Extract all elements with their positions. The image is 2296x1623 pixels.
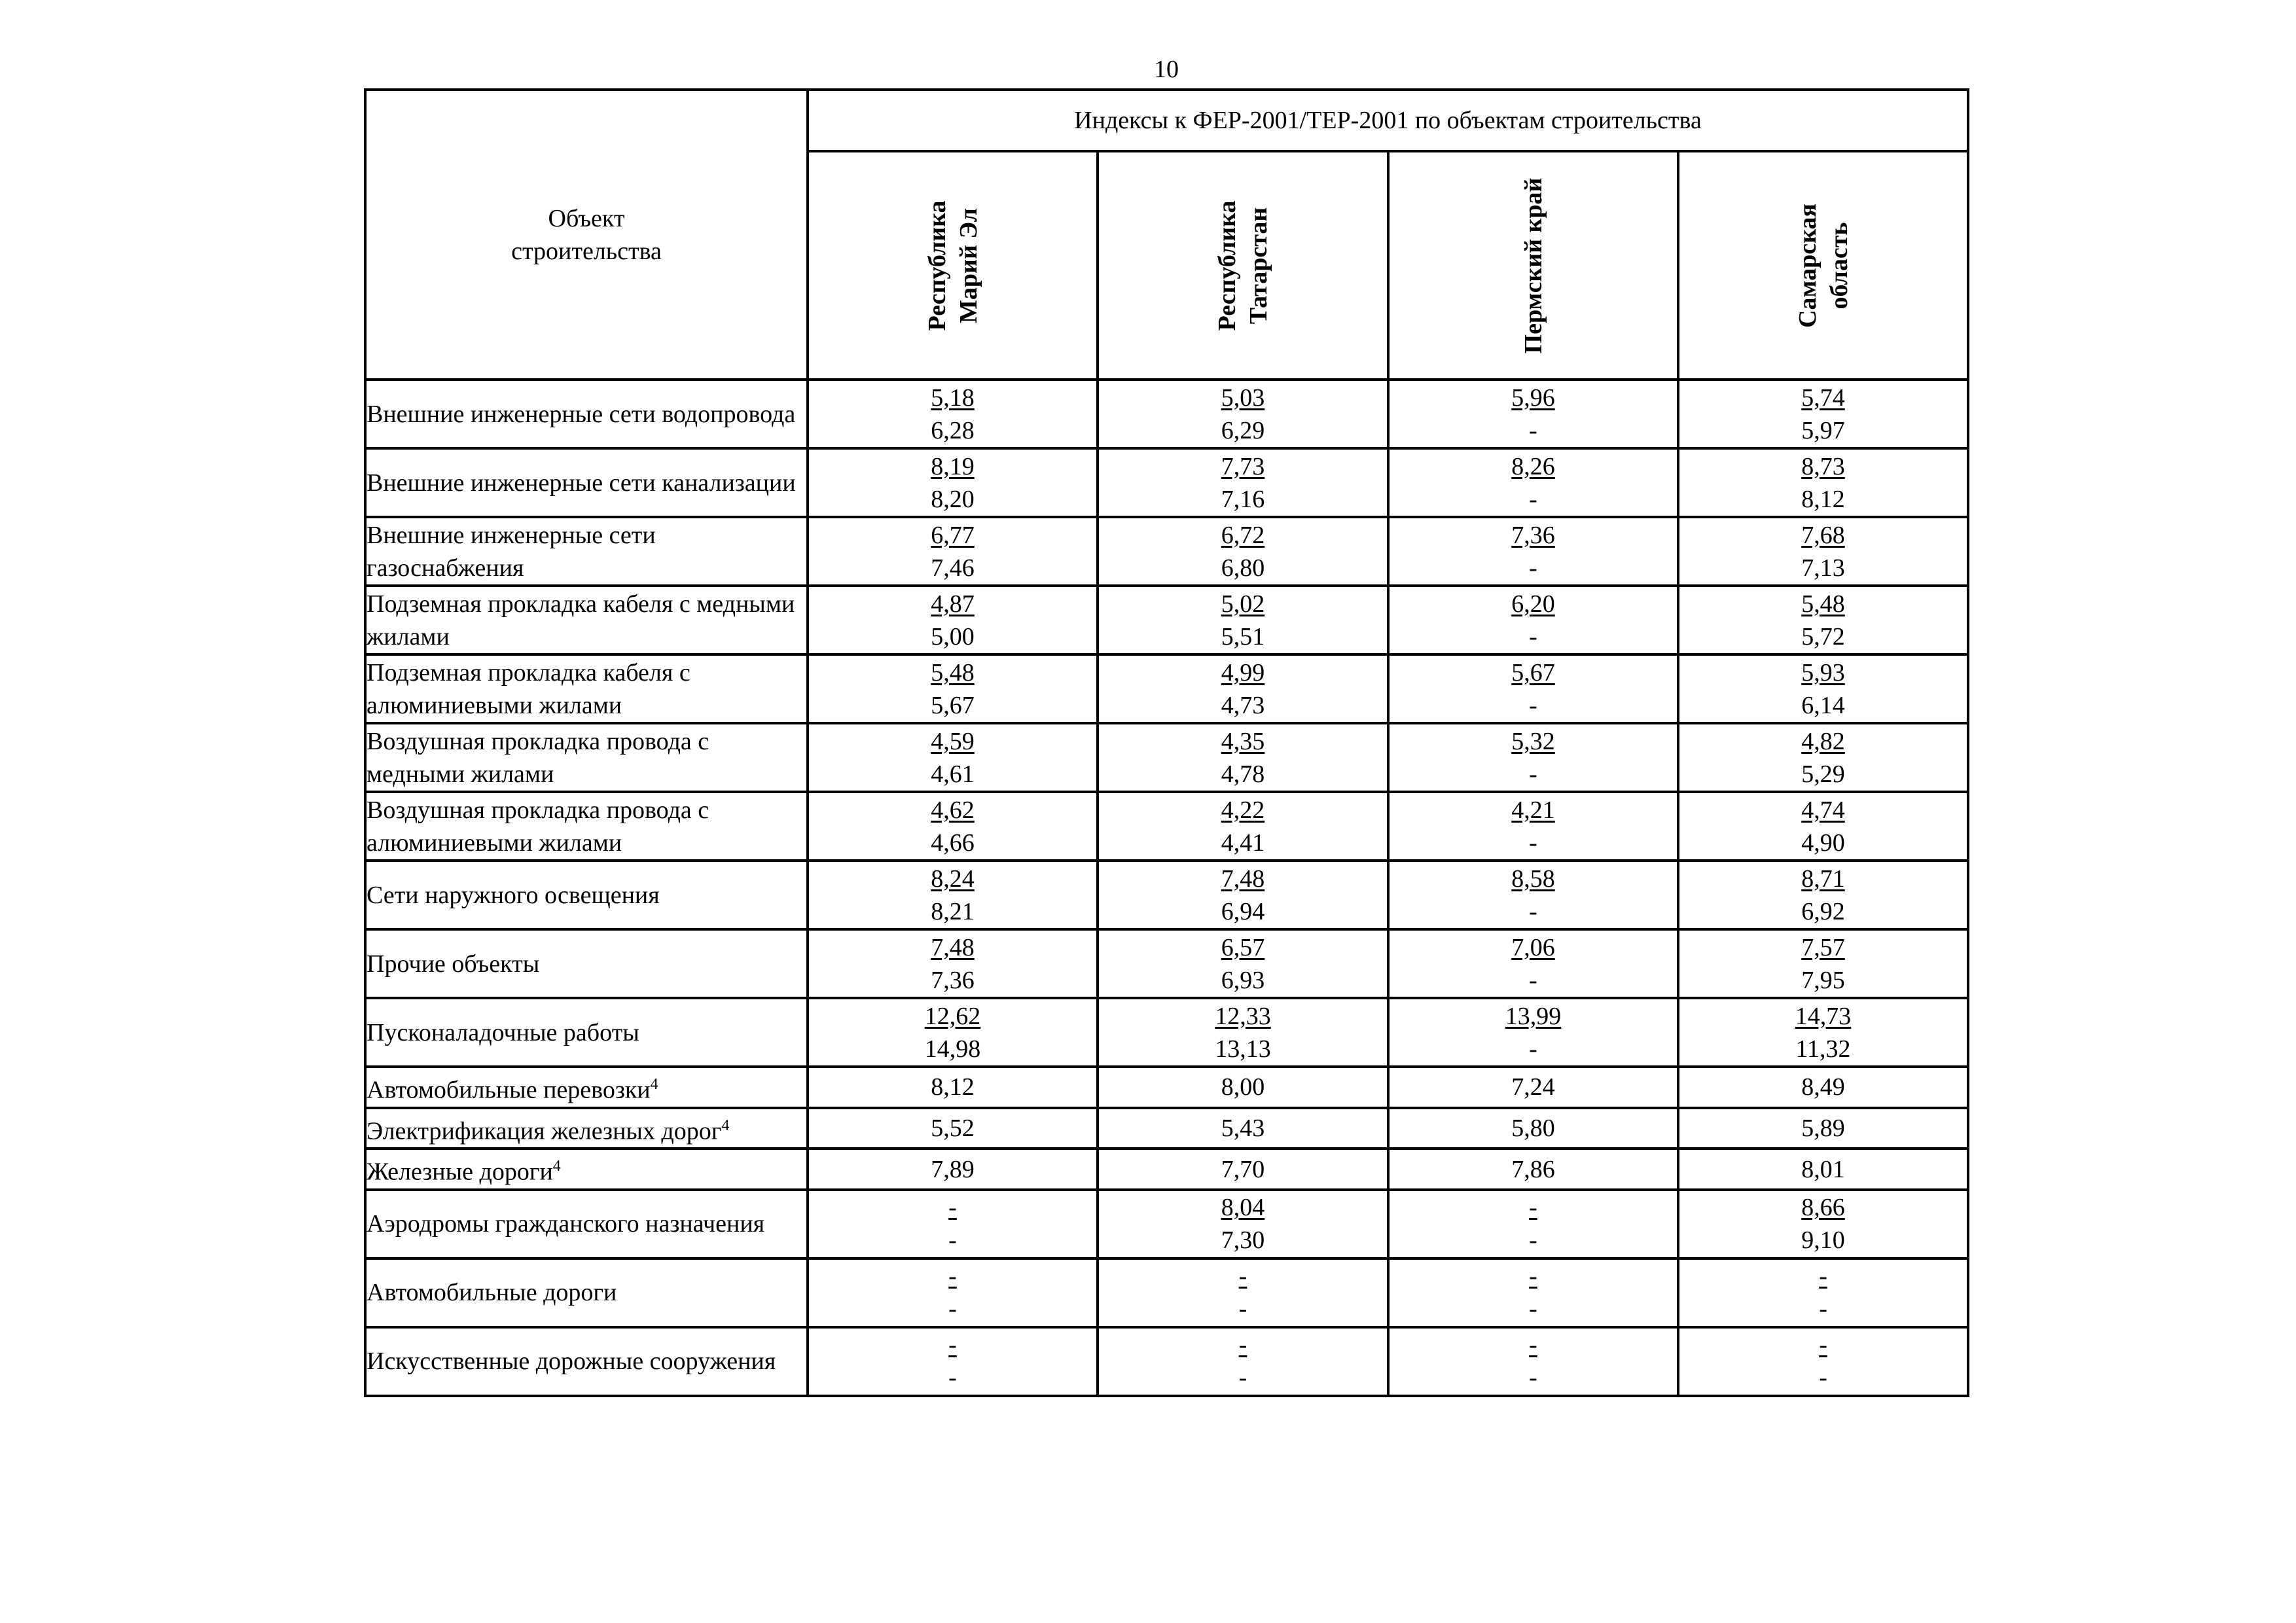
object-cell (365, 929, 808, 998)
index-value-top: 4,82 (1801, 727, 1845, 755)
region-header-tatarstan (1098, 151, 1388, 380)
index-value: 8,01 (1801, 1155, 1845, 1183)
index-value-top: 6,77 (931, 521, 975, 549)
value-cell (1678, 1067, 1968, 1108)
index-value: 5,43 (1221, 1114, 1265, 1142)
index-value-top: 5,32 (1511, 727, 1555, 755)
object-cell (365, 998, 808, 1067)
value-cell (808, 380, 1098, 448)
value-cell (1678, 380, 1968, 448)
value-cell (1388, 654, 1678, 723)
index-value: 7,70 (1221, 1155, 1265, 1183)
region-label: Пермский край (1519, 177, 1547, 353)
index-value-top: - (1529, 1194, 1537, 1222)
index-value-top: 6,20 (1511, 590, 1555, 618)
object-name: Железные дороги (367, 1158, 553, 1186)
value-cell (1388, 929, 1678, 998)
index-value-bottom: - (948, 1295, 957, 1323)
value-cell (808, 723, 1098, 792)
index-value-bottom: 8,12 (1801, 485, 1845, 513)
table-row (365, 1327, 1968, 1396)
object-name: Прочие объекты (367, 950, 540, 978)
index-value-top: 5,18 (931, 383, 975, 412)
table-body (365, 380, 1968, 1396)
object-cell (365, 1067, 808, 1108)
index-value-bottom: - (1529, 485, 1537, 513)
table-row (365, 998, 1968, 1067)
object-name: Внешние инженерные сети водопровода (367, 400, 796, 428)
value-cell (808, 1327, 1098, 1396)
index-value-top: 12,33 (1215, 1002, 1271, 1030)
index-value-bottom: 4,73 (1221, 691, 1265, 719)
object-header-label: Объект строительства (511, 204, 662, 265)
value-cell (1678, 448, 1968, 517)
index-value-top: - (1529, 1262, 1537, 1291)
index-value-top: 7,48 (931, 933, 975, 961)
region-header-samara (1678, 151, 1968, 380)
value-cell (1388, 1149, 1678, 1190)
index-value-bottom: - (1529, 622, 1537, 651)
index-value-bottom: 8,20 (931, 485, 975, 513)
value-cell (1678, 998, 1968, 1067)
index-value-bottom: 13,13 (1215, 1035, 1271, 1063)
value-cell (1678, 1149, 1968, 1190)
value-cell (1098, 1258, 1388, 1327)
index-value: 8,49 (1801, 1073, 1845, 1101)
index-value-top: 5,48 (931, 658, 975, 687)
index-value-top: 4,74 (1801, 796, 1845, 824)
object-name: Внешние инженерные сети газоснабжения (367, 521, 656, 582)
table-title: Индексы к ФЕР-2001/ТЕР-2001 по объектам строительства (808, 90, 1968, 151)
index-value-bottom: - (1529, 1226, 1537, 1255)
index-value-top: - (948, 1194, 957, 1222)
index-value-bottom: - (1529, 416, 1537, 444)
value-cell (1388, 1190, 1678, 1258)
region-header-perm (1388, 151, 1678, 380)
index-value-bottom: 14,98 (924, 1035, 981, 1063)
index-value-bottom: - (1529, 760, 1537, 788)
table-row (365, 1258, 1968, 1327)
index-value-top: 5,48 (1801, 590, 1845, 618)
object-name: Воздушная прокладка провода с медными жилами (367, 727, 709, 788)
value-cell (1678, 1108, 1968, 1149)
index-value-top: 6,57 (1221, 933, 1265, 961)
value-cell (1388, 1327, 1678, 1396)
region-label: Самарская область (1793, 203, 1853, 328)
index-value-top: - (1819, 1262, 1827, 1291)
index-value-bottom: - (1819, 1364, 1827, 1392)
index-value-bottom: 7,30 (1221, 1226, 1265, 1255)
index-value-bottom: - (1529, 966, 1537, 994)
index-value-top: 7,68 (1801, 521, 1845, 549)
value-cell (808, 586, 1098, 654)
object-cell (365, 586, 808, 654)
index-value-top: 13,99 (1505, 1002, 1562, 1030)
index-value-top: 4,62 (931, 796, 975, 824)
index-value-bottom: 7,16 (1221, 485, 1265, 513)
value-cell (1098, 1149, 1388, 1190)
index-value-bottom: 6,80 (1221, 554, 1265, 582)
index-value: 8,00 (1221, 1073, 1265, 1101)
index-value-bottom: 4,41 (1221, 829, 1265, 857)
index-value-top: - (948, 1331, 957, 1359)
value-cell (1388, 380, 1678, 448)
value-cell (808, 1190, 1098, 1258)
object-cell (365, 654, 808, 723)
index-value-top: - (1238, 1331, 1247, 1359)
index-value-bottom: 6,29 (1221, 416, 1265, 444)
index-value-top: 6,72 (1221, 521, 1265, 549)
value-cell (808, 998, 1098, 1067)
index-value-top: 4,35 (1221, 727, 1265, 755)
index-value-bottom: 11,32 (1795, 1035, 1851, 1063)
table-row (365, 929, 1968, 998)
object-cell (365, 1149, 808, 1190)
value-cell (808, 654, 1098, 723)
index-value-bottom: 4,66 (931, 829, 975, 857)
value-cell (1098, 380, 1388, 448)
index-value-bottom: 5,67 (931, 691, 975, 719)
index-value-bottom: 8,21 (931, 897, 975, 925)
index-value-bottom: 6,93 (1221, 966, 1265, 994)
value-cell (808, 1149, 1098, 1190)
index-value-top: 8,58 (1511, 865, 1555, 893)
value-cell (1388, 586, 1678, 654)
value-cell (1388, 861, 1678, 929)
value-cell (1388, 448, 1678, 517)
value-cell (808, 792, 1098, 861)
value-cell (1098, 998, 1388, 1067)
index-value-top: 4,59 (931, 727, 975, 755)
value-cell (1678, 723, 1968, 792)
index-value-bottom: 5,51 (1221, 622, 1265, 651)
indices-table (364, 88, 1969, 1397)
index-value-top: - (1529, 1331, 1537, 1359)
object-cell (365, 517, 808, 586)
value-cell (1678, 792, 1968, 861)
index-value: 7,89 (931, 1155, 975, 1183)
region-header-mari-el (808, 151, 1098, 380)
index-value-top: 5,74 (1801, 383, 1845, 412)
index-value-bottom: - (1529, 829, 1537, 857)
value-cell (808, 929, 1098, 998)
table-row (365, 654, 1968, 723)
value-cell (1388, 1258, 1678, 1327)
index-value-top: 8,26 (1511, 452, 1555, 480)
object-column-header (365, 90, 808, 380)
index-value-bottom: 6,92 (1801, 897, 1845, 925)
index-value-top: 5,67 (1511, 658, 1555, 687)
value-cell (808, 1258, 1098, 1327)
table-row (365, 448, 1968, 517)
table-row (365, 792, 1968, 861)
object-name: Сети наружного освещения (367, 881, 660, 909)
index-value-bottom: - (1529, 691, 1537, 719)
value-cell (1678, 861, 1968, 929)
value-cell (1098, 1108, 1388, 1149)
value-cell (1098, 792, 1388, 861)
value-cell (808, 861, 1098, 929)
value-cell (1098, 586, 1388, 654)
value-cell (808, 448, 1098, 517)
index-value-bottom: - (1529, 1364, 1537, 1392)
value-cell (1098, 517, 1388, 586)
index-value-top: 8,71 (1801, 865, 1845, 893)
object-name: Аэродромы гражданского назначения (367, 1210, 765, 1238)
index-value-top: 4,87 (931, 590, 975, 618)
region-label: Республика Марий Эл (923, 200, 982, 330)
object-cell (365, 1190, 808, 1258)
index-value-top: 5,03 (1221, 383, 1265, 412)
index-value-bottom: 7,46 (931, 554, 975, 582)
index-value-top: 8,66 (1801, 1194, 1845, 1222)
value-cell (1388, 517, 1678, 586)
index-value: 5,80 (1511, 1114, 1555, 1142)
index-value-bottom: - (1529, 1295, 1537, 1323)
object-cell (365, 792, 808, 861)
value-cell (1678, 1327, 1968, 1396)
value-cell (1678, 586, 1968, 654)
value-cell (1388, 723, 1678, 792)
index-value: 8,12 (931, 1073, 975, 1101)
object-name: Внешние инженерные сети канализации (367, 469, 796, 497)
object-name: Искусственные дорожные сооружения (367, 1347, 776, 1376)
index-value-top: - (1238, 1262, 1247, 1291)
object-name: Подземная прокладка кабеля с алюминиевыми жилами (367, 658, 691, 719)
index-value-top: 4,99 (1221, 658, 1265, 687)
footnote-mark: 4 (552, 1158, 561, 1175)
value-cell (1678, 1190, 1968, 1258)
index-value-bottom: 6,28 (931, 416, 975, 444)
index-value-top: 4,22 (1221, 796, 1265, 824)
index-value-top: - (1819, 1331, 1827, 1359)
page-number: 10 (1154, 56, 1179, 83)
value-cell (1388, 998, 1678, 1067)
object-name: Автомобильные дороги (367, 1279, 617, 1307)
value-cell (1678, 929, 1968, 998)
index-value-bottom: - (1238, 1364, 1247, 1392)
value-cell (1388, 1108, 1678, 1149)
object-name: Подземная прокладка кабеля с медными жилами (367, 590, 795, 651)
index-value-bottom: 7,95 (1801, 966, 1845, 994)
index-value-top: 7,57 (1801, 933, 1845, 961)
table-row (365, 1108, 1968, 1149)
value-cell (1678, 654, 1968, 723)
object-cell (365, 723, 808, 792)
value-cell (1098, 723, 1388, 792)
object-cell (365, 861, 808, 929)
index-value-top: 5,93 (1801, 658, 1845, 687)
index-value-bottom: 5,29 (1801, 760, 1845, 788)
index-value-bottom: 4,78 (1221, 760, 1265, 788)
index-value-top: 4,21 (1511, 796, 1555, 824)
index-value-bottom: 4,90 (1801, 829, 1845, 857)
object-cell (365, 1258, 808, 1327)
index-value-bottom: 7,13 (1801, 554, 1845, 582)
object-cell (365, 1108, 808, 1149)
value-cell (1098, 448, 1388, 517)
value-cell (1388, 1067, 1678, 1108)
table-row (365, 1149, 1968, 1190)
table-row (365, 723, 1968, 792)
value-cell (1098, 929, 1388, 998)
value-cell (808, 1108, 1098, 1149)
table-row (365, 586, 1968, 654)
index-value-bottom: 5,00 (931, 622, 975, 651)
table-row (365, 861, 1968, 929)
object-name: Воздушная прокладка провода с алюминиевыми жилами (367, 796, 709, 857)
object-name: Электрификация железных дорог (367, 1117, 722, 1145)
value-cell (1098, 861, 1388, 929)
index-value-top: 5,96 (1511, 383, 1555, 412)
index-value-top: 7,73 (1221, 452, 1265, 480)
value-cell (808, 517, 1098, 586)
index-value: 5,89 (1801, 1114, 1845, 1142)
region-label: Республика Татарстан (1213, 200, 1272, 330)
index-value-bottom: - (1238, 1295, 1247, 1323)
object-cell (365, 1327, 808, 1396)
header-row-title (365, 90, 1968, 151)
value-cell (1098, 1190, 1388, 1258)
value-cell (1678, 1258, 1968, 1327)
index-value-top: 8,73 (1801, 452, 1845, 480)
table-row (365, 380, 1968, 448)
footnote-mark: 4 (650, 1076, 658, 1093)
footnote-mark: 4 (721, 1116, 730, 1134)
index-value-bottom: - (1819, 1295, 1827, 1323)
table-row (365, 1067, 1968, 1108)
index-value-top: 7,36 (1511, 521, 1555, 549)
index-value-bottom: 4,61 (931, 760, 975, 788)
value-cell (1678, 517, 1968, 586)
index-value-top: 8,19 (931, 452, 975, 480)
index-value-top: - (948, 1262, 957, 1291)
index-value-bottom: 5,72 (1801, 622, 1845, 651)
value-cell (808, 1067, 1098, 1108)
index-value-bottom: 7,36 (931, 966, 975, 994)
index-value-top: 14,73 (1795, 1002, 1852, 1030)
value-cell (1098, 1327, 1388, 1396)
index-value-bottom: - (948, 1226, 957, 1255)
index-value-bottom: - (1529, 1035, 1537, 1063)
value-cell (1388, 792, 1678, 861)
table-row (365, 1190, 1968, 1258)
index-value-bottom: 6,14 (1801, 691, 1845, 719)
index-value: 5,52 (931, 1114, 975, 1142)
index-value-bottom: 9,10 (1801, 1226, 1845, 1255)
index-value-bottom: 6,94 (1221, 897, 1265, 925)
index-value-top: 5,02 (1221, 590, 1265, 618)
index-value-bottom: - (1529, 897, 1537, 925)
object-name: Автомобильные перевозки (367, 1076, 651, 1104)
index-value-top: 12,62 (924, 1002, 981, 1030)
index-value-bottom: 5,97 (1801, 416, 1845, 444)
index-value: 7,24 (1511, 1073, 1555, 1101)
object-name: Пусконаладочные работы (367, 1018, 639, 1046)
table-row (365, 517, 1968, 586)
index-value-top: 8,24 (931, 865, 975, 893)
object-cell (365, 380, 808, 448)
object-cell (365, 448, 808, 517)
index-value-top: 8,04 (1221, 1194, 1265, 1222)
index-value-top: 7,48 (1221, 865, 1265, 893)
value-cell (1098, 654, 1388, 723)
value-cell (1098, 1067, 1388, 1108)
index-value-bottom: - (948, 1364, 957, 1392)
index-value-top: 7,06 (1511, 933, 1555, 961)
index-value-bottom: - (1529, 554, 1537, 582)
index-value: 7,86 (1511, 1155, 1555, 1183)
